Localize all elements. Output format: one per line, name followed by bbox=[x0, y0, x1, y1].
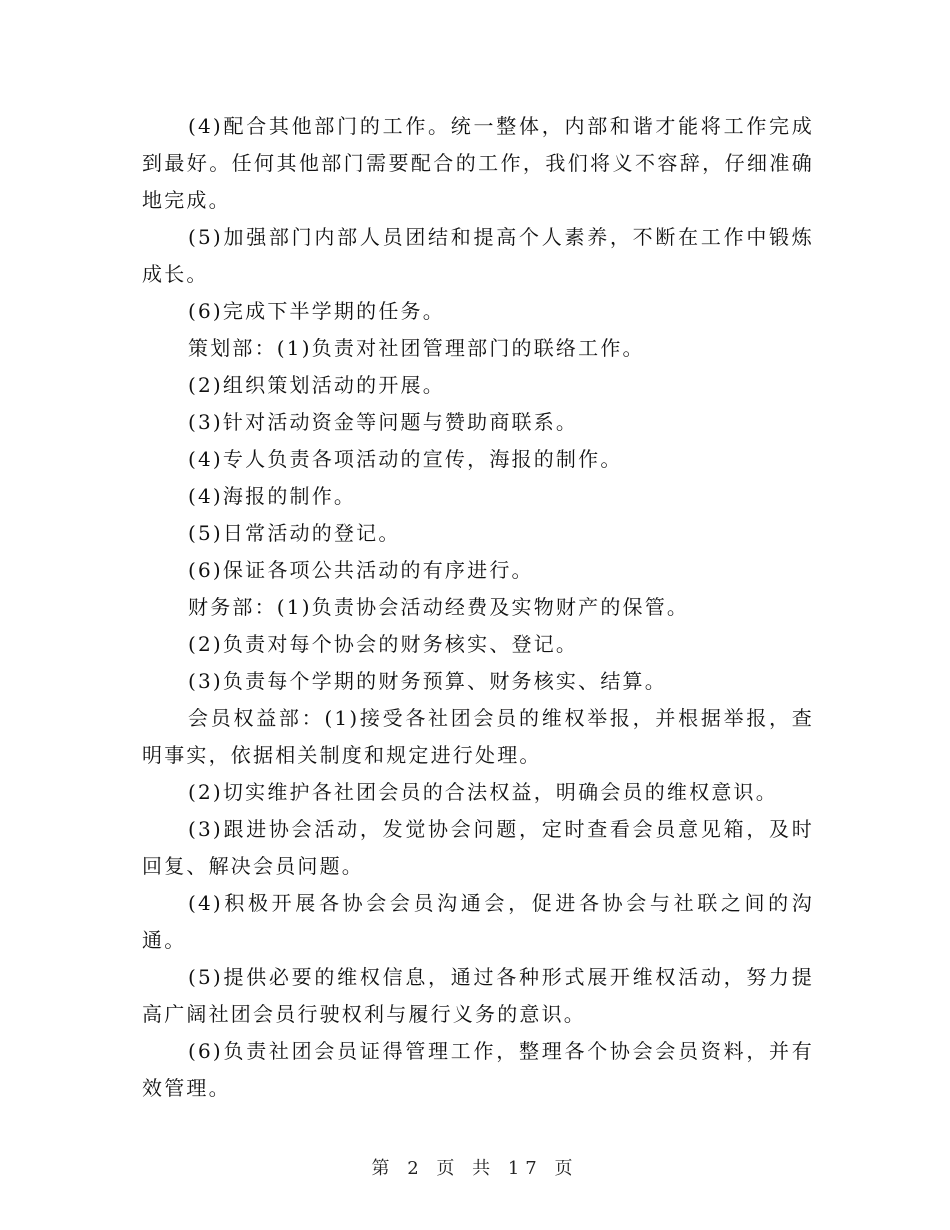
paragraph-11: 财务部：(1)负责协会活动经费及实物财产的保管。 bbox=[188, 595, 690, 619]
paragraph-10: (6)保证各项公共活动的有序进行。 bbox=[188, 558, 534, 582]
paragraph-19: (6)负责社团会员证得管理工作，整理各个协会会员资料，并有效管理。 bbox=[142, 1039, 814, 1100]
document-body bbox=[142, 108, 814, 1107]
paragraph-2: (5)加强部门内部人员团结和提高个人素养，不断在工作中锻炼成长。 bbox=[142, 225, 814, 286]
paragraph-17: (4)积极开展各协会会员沟通会，促进各协会与社联之间的沟通。 bbox=[142, 891, 814, 952]
paragraph-16: (3)跟进协会活动，发觉协会问题，定时查看会员意见箱，及时回复、解决会员问题。 bbox=[142, 817, 814, 878]
paragraph-6: (3)针对活动资金等问题与赞助商联系。 bbox=[188, 410, 579, 434]
paragraph-8: (4)海报的制作。 bbox=[188, 484, 357, 508]
paragraph-3: (6)完成下半学期的任务。 bbox=[188, 299, 445, 323]
page-number-label: 第 2 页 共 17 页 bbox=[371, 1158, 579, 1179]
page-footer bbox=[0, 1154, 950, 1180]
paragraph-14: 会员权益部：(1)接受各社团会员的维权举报，并根据举报，查明事实，依据相关制度和规定进行处理。 bbox=[142, 706, 814, 767]
paragraph-12: (2)负责对每个协会的财务核实、登记。 bbox=[188, 632, 579, 656]
paragraph-1: (4)配合其他部门的工作。统一整体，内部和谐才能将工作完成到最好。任何其他部门需要配合的工作，我们将义不容辞，仔细准确地完成。 bbox=[142, 114, 814, 212]
paragraph-4: 策划部：(1)负责对社团管理部门的联络工作。 bbox=[188, 336, 645, 360]
paragraph-5: (2)组织策划活动的开展。 bbox=[188, 373, 445, 397]
paragraph-15: (2)切实维护各社团会员的合法权益，明确会员的维权意识。 bbox=[188, 780, 778, 804]
paragraph-9: (5)日常活动的登记。 bbox=[188, 521, 401, 545]
paragraph-7: (4)专人负责各项活动的宣传，海报的制作。 bbox=[188, 447, 623, 471]
paragraph-18: (5)提供必要的维权信息，通过各种形式展开维权活动，努力提高广阔社团会员行驶权利与履行义务的意识。 bbox=[142, 965, 814, 1026]
paragraph-13: (3)负责每个学期的财务预算、财务核实、结算。 bbox=[188, 669, 667, 693]
